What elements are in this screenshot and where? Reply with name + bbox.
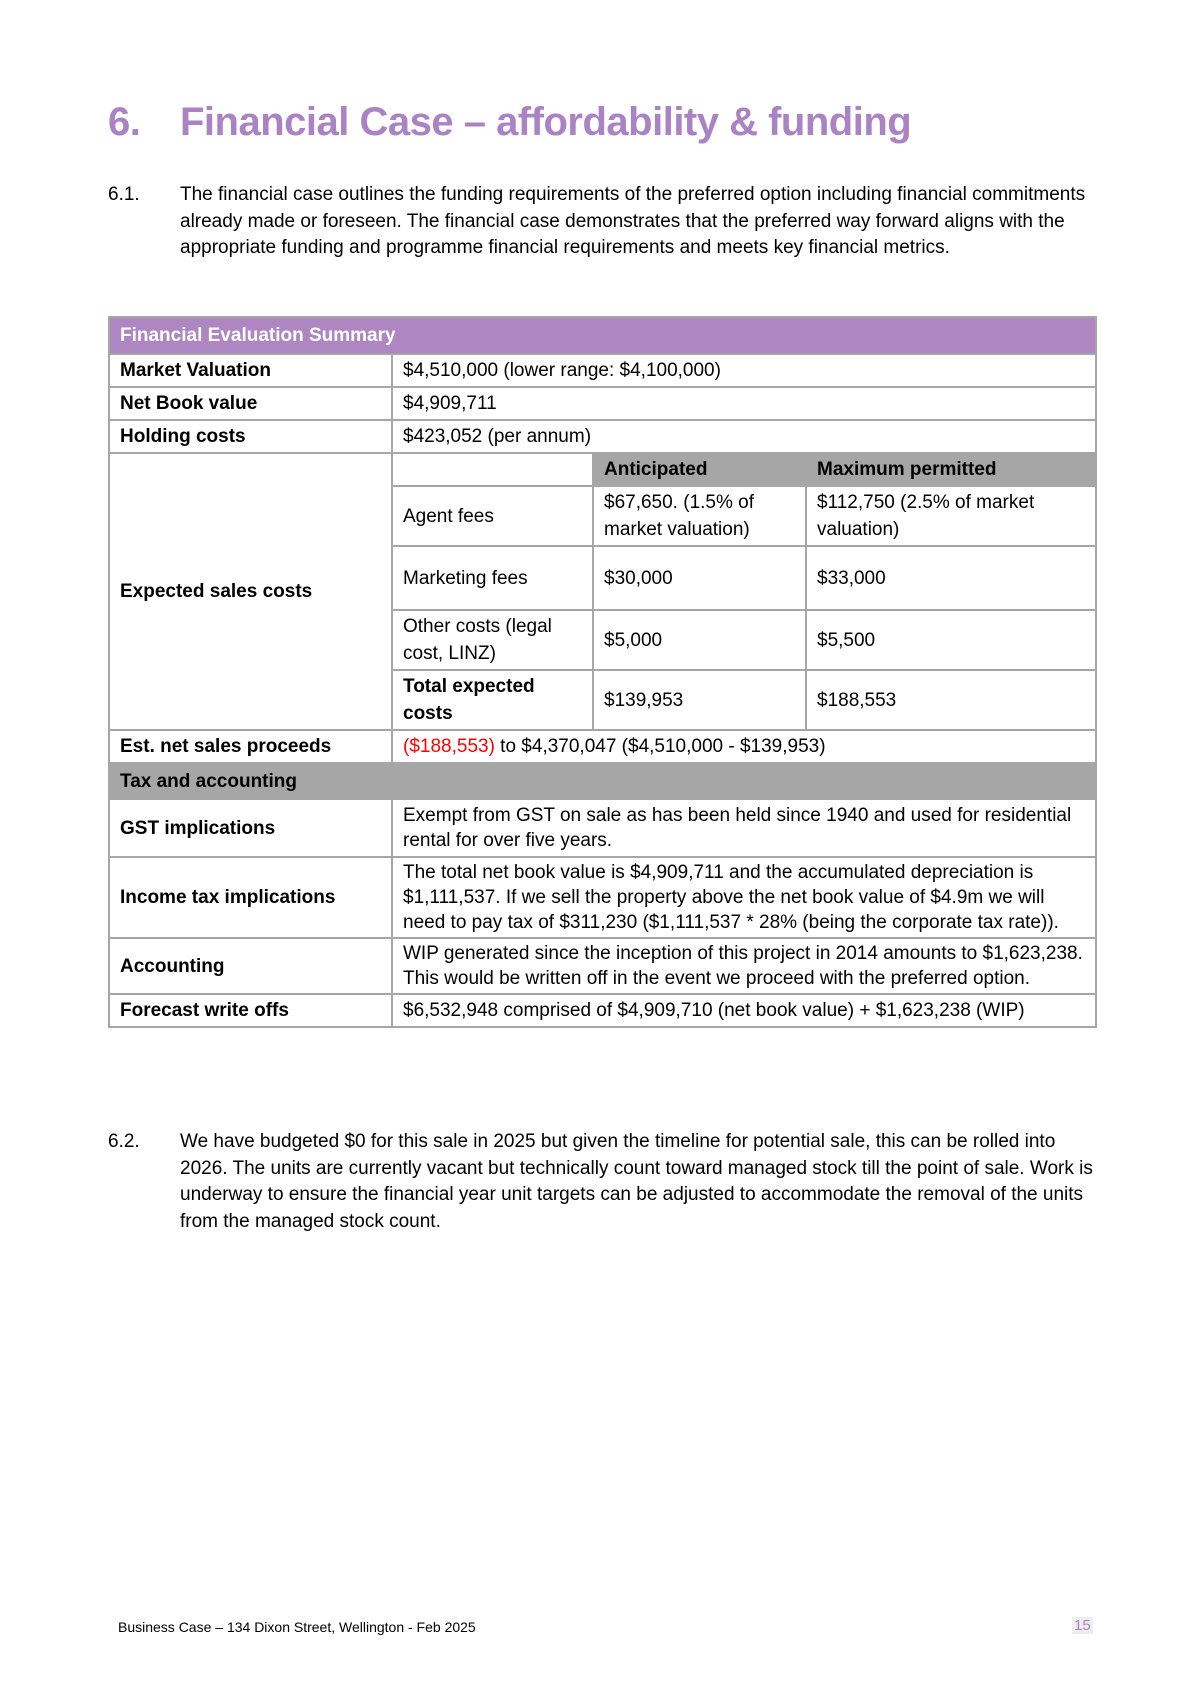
table-title-row (109, 317, 1096, 354)
table-row (109, 730, 1096, 763)
section-heading (108, 100, 911, 145)
page-number: 15 (1074, 1617, 1091, 1634)
row-label: Forecast write offs (109, 994, 392, 1027)
table-row-expected-sales-costs (109, 453, 1096, 730)
row-label: Est. net sales proceeds (109, 730, 392, 763)
total-label: Total expected costs (393, 670, 593, 729)
section-title: Financial Case – affordability & funding (180, 100, 912, 144)
financial-evaluation-table (108, 316, 1097, 1028)
cost-maximum: $5,500 (806, 610, 1095, 670)
sales-cost-row (393, 610, 1095, 670)
cost-maximum: $112,750 (2.5% of market valuation) (806, 486, 1095, 546)
row-value: $6,532,948 comprised of $4,909,710 (net book value) + $1,623,238 (WIP) (392, 994, 1096, 1027)
row-value (392, 730, 1096, 763)
sales-cost-total-row (393, 670, 1095, 729)
paragraph-6-1 (108, 182, 1098, 262)
table-row (109, 799, 1096, 857)
column-header-empty (393, 454, 593, 486)
sales-costs-header (393, 454, 1095, 486)
total-maximum: $188,553 (806, 670, 1095, 729)
table-row (109, 420, 1096, 453)
table-row (109, 354, 1096, 387)
paragraph-6-2 (108, 1129, 1098, 1235)
row-value: Exempt from GST on sale as has been held since 1940 and used for residential rental for over five years. (392, 799, 1096, 857)
cost-item: Agent fees (393, 486, 593, 546)
cost-anticipated: $67,650. (1.5% of market valuation) (593, 486, 806, 546)
row-value: WIP generated since the inception of this project in 2014 amounts to $1,623,238. This would be written off in the event we proceed with the preferred option. (392, 938, 1096, 994)
cost-maximum: $33,000 (806, 546, 1095, 610)
row-label: GST implications (109, 799, 392, 857)
table-row (109, 387, 1096, 420)
section-number: 6. (108, 100, 141, 144)
row-value: $423,052 (per annum) (392, 420, 1096, 453)
cost-item: Other costs (legal cost, LINZ) (393, 610, 593, 670)
paragraph-text: The financial case outlines the funding requirements of the preferred option including financial commitments already made or foreseen. The financial case demonstrates that the preferred way forward aligns with the appropriate funding and programme financial requirements and meets key financial metrics. (180, 184, 1086, 258)
row-label: Market Valuation (109, 354, 392, 387)
total-anticipated: $139,953 (593, 670, 806, 729)
column-header-anticipated: Anticipated (593, 454, 806, 486)
row-value: $4,510,000 (lower range: $4,100,000) (392, 354, 1096, 387)
table-row (109, 857, 1096, 938)
row-label: Income tax implications (109, 857, 392, 938)
sales-cost-row (393, 546, 1095, 610)
table-row (109, 938, 1096, 994)
table-row (109, 994, 1096, 1027)
section-header: Tax and accounting (109, 763, 1096, 799)
negative-amount: ($188,553) (403, 736, 495, 757)
paragraph-number: 6.1. (108, 184, 140, 205)
row-label: Accounting (109, 938, 392, 994)
row-label: Net Book value (109, 387, 392, 420)
row-label: Holding costs (109, 420, 392, 453)
sales-costs-table (393, 454, 1095, 729)
table-title: Financial Evaluation Summary (109, 317, 1096, 354)
footer-text: Business Case – 134 Dixon Street, Wellington - Feb 2025 (118, 1619, 476, 1635)
paragraph-number: 6.2. (108, 1131, 140, 1152)
cost-item: Marketing fees (393, 546, 593, 610)
cost-anticipated: $30,000 (593, 546, 806, 610)
row-value: $4,909,711 (392, 387, 1096, 420)
row-value: The total net book value is $4,909,711 and the accumulated depreciation is $1,111,537. If we sell the property above the net book value of $4.9m we will need to pay tax of $311,230 ($1,111,537 * 28% (being the corporate tax rate)). (392, 857, 1096, 938)
paragraph-text: We have budgeted $0 for this sale in 2025 but given the timeline for potential sale, this can be rolled into 2026. The units are currently vacant but technically count toward managed stock till the point of sale. Work is underway to ensure the financial year unit targets can be adjusted to accommodate the removal of the units from the managed stock count. (180, 1131, 1093, 1232)
section-header-row (109, 763, 1096, 799)
cost-anticipated: $5,000 (593, 610, 806, 670)
column-header-maximum: Maximum permitted (806, 454, 1095, 486)
row-label: Expected sales costs (109, 453, 392, 730)
sales-costs-cell (392, 453, 1096, 730)
proceeds-range: to $4,370,047 ($4,510,000 - $139,953) (494, 736, 826, 757)
sales-cost-row (393, 486, 1095, 546)
